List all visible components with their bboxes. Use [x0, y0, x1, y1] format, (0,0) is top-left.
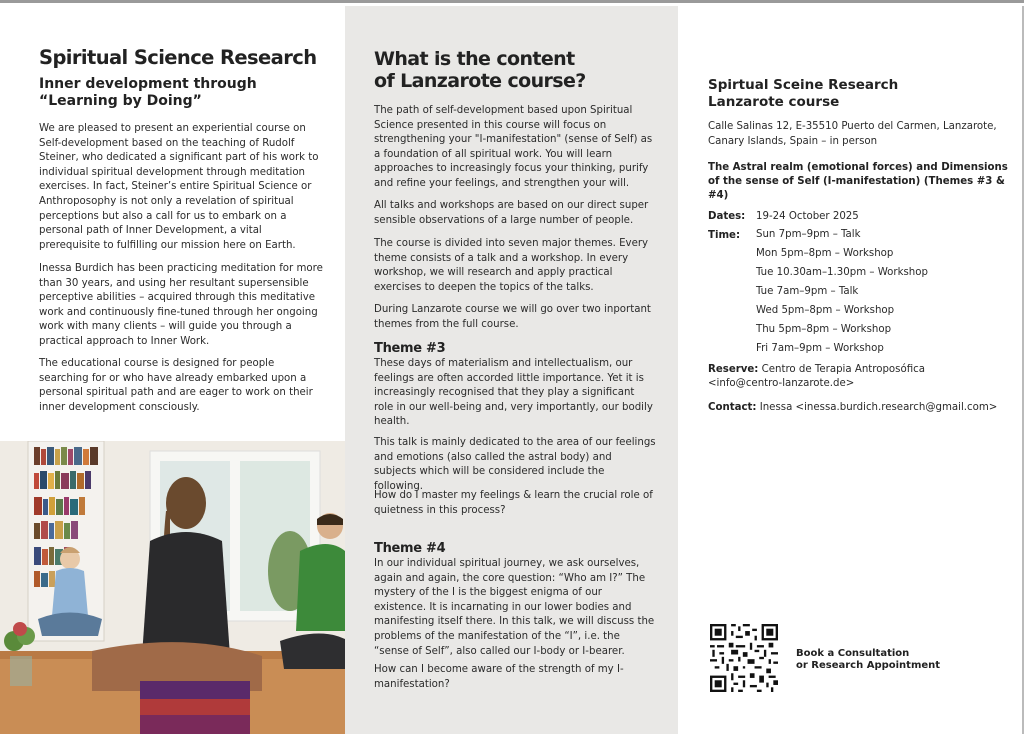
reserve-label: Reserve:: [708, 364, 759, 375]
subtitle-line-2: “Learning by Doing”: [39, 93, 202, 109]
theme-4-heading: Theme #4: [374, 541, 446, 556]
schedule-item: Tue 10.30am–1.30pm – Workshop: [756, 267, 928, 278]
middle-panel: [345, 6, 678, 734]
lanzarote-themes-paragraph: During Lanzarote course we will go over two inportant themes from the full course.: [374, 304, 651, 330]
theme-3-paragraph-1: These days of materialism and intellectualism, our feelings are often accorded little importance. Yet it is increasingly recognised that they play a significant role in our well-being and, very importantly, our bodily health.: [374, 358, 653, 428]
teacher-paragraph: Inessa Burdich has been practicing meditation for more than 30 years, and using her resultant supersensible perceptive abilities – acquired through this meditative work and continuously fine-tuned through her ongoing work with many clients – will guide you through a practical approach to Inner Work.: [39, 263, 323, 347]
contact-email[interactable]: Inessa <inessa.burdich.research@gmail.com>: [759, 402, 998, 413]
observations-paragraph: All talks and workshops are based on our direct super sensible observations of a large number of people.: [374, 200, 649, 226]
book-consultation-text: [796, 648, 940, 672]
schedule-item: Mon 5pm–8pm – Workshop: [756, 248, 894, 259]
reserve-row: [708, 363, 925, 377]
schedule-item: Sun 7pm–9pm – Talk: [756, 229, 861, 240]
theme-4-paragraph-1: In our individual spiritual journey, we ask ourselves, again and again, the core question: “Who am I?” The mystery of the I is the biggest enigma of our existence. It is incarnating in our lower bodies and manifesting itself there. In this talk, we will discuss the problems of the manifestation of the “I”, i.e. the “sense of Self”, also called our I-body or I-bearer.: [374, 558, 655, 657]
theme-3-heading: Theme #3: [374, 341, 446, 356]
course-title: [708, 77, 1008, 111]
qr-code-icon[interactable]: [710, 624, 778, 692]
content-heading: [374, 48, 664, 92]
contact-row: [708, 401, 997, 415]
schedule-item: Thu 5pm–8pm – Workshop: [756, 324, 892, 335]
intro-paragraph: We are pleased to present an experiential course on Self-development based on the teaching of Rudolf Steiner, who dedicated a significant part of his work to individual spiritual development through meditation exercises. In fact, Steiner’s entire Spiritual Science or Anthroposophy is not only a revelation of spiritual perceptions but also a call for us to embark on a personal path of Inner Development, a vital prerequisite to fulfilling our mission here on Earth.: [39, 123, 319, 251]
contact-label: Contact:: [708, 402, 757, 413]
schedule-item: Fri 7am–9pm – Workshop: [756, 343, 884, 354]
content-heading-line-1: What is the content: [374, 48, 575, 70]
themes-paragraph: The course is divided into seven major themes. Every theme consists of a talk and a workshop. In every workshop, we will research and apply practical exercises to deepen the topics of the talks.: [374, 238, 649, 293]
theme-3-question: How do I master my feelings & learn the crucial role of quietness in this process?: [374, 490, 653, 516]
page-title: Spiritual Science Research: [39, 46, 317, 69]
reserve-venue: Centro de Terapia Antroposófica: [761, 364, 925, 375]
book-line-2: or Research Appointment: [796, 660, 941, 671]
subtitle: [39, 76, 329, 110]
right-panel: [678, 6, 1024, 734]
meditation-photo: [0, 441, 345, 734]
meditation-scene-illustration: [0, 441, 345, 734]
theme-3-paragraph-2: This talk is mainly dedicated to the area of our feelings and emotions (also called the astral body) and subjects which will be considered include the following.: [374, 437, 656, 492]
course-focus-paragraph: The path of self-development based upon Spiritual Science presented in this course will focus on strengthening your "I-manifestation" (sense of Self) as a foundation of all spiritual work. You will learn approaches to increasingly focus your thinking, purify and refine your feelings, and strengthen your will.: [374, 105, 653, 189]
theme-4-question: How can I become aware of the strength of my I-manifestation?: [374, 664, 624, 690]
time-label-row: [708, 229, 740, 243]
dates-value: 19-24 October 2025: [756, 211, 859, 222]
course-title-line-2: Lanzarote course: [708, 94, 840, 110]
reserve-email[interactable]: <info@centro-lanzarote.de>: [708, 378, 855, 389]
schedule-item: Tue 7am–9pm – Talk: [756, 286, 859, 297]
schedule-item: Wed 5pm–8pm – Workshop: [756, 305, 895, 316]
course-subheading: The Astral realm (emotional forces) and Dimensions of the sense of Self (I-manifestation) (Themes #3 & #4): [708, 162, 1008, 201]
time-label: Time:: [708, 230, 741, 241]
book-line-1: Book a Consultation: [796, 648, 910, 659]
venue-address: Calle Salinas 12, E-35510 Puerto del Carmen, Lanzarote, Canary Islands, Spain – in person: [708, 121, 997, 147]
dates-label: Dates:: [708, 211, 746, 222]
course-title-line-1: Spirtual Sceine Research: [708, 77, 899, 93]
left-panel: [0, 6, 345, 734]
subtitle-line-1: Inner development through: [39, 76, 257, 92]
audience-paragraph: The educational course is designed for people searching for or who have already embarked upon a personal spiritual path and are eager to work on their inner development consciously.: [39, 358, 313, 413]
content-heading-line-2: of Lanzarote course?: [374, 70, 586, 92]
dates-row: [708, 210, 859, 224]
